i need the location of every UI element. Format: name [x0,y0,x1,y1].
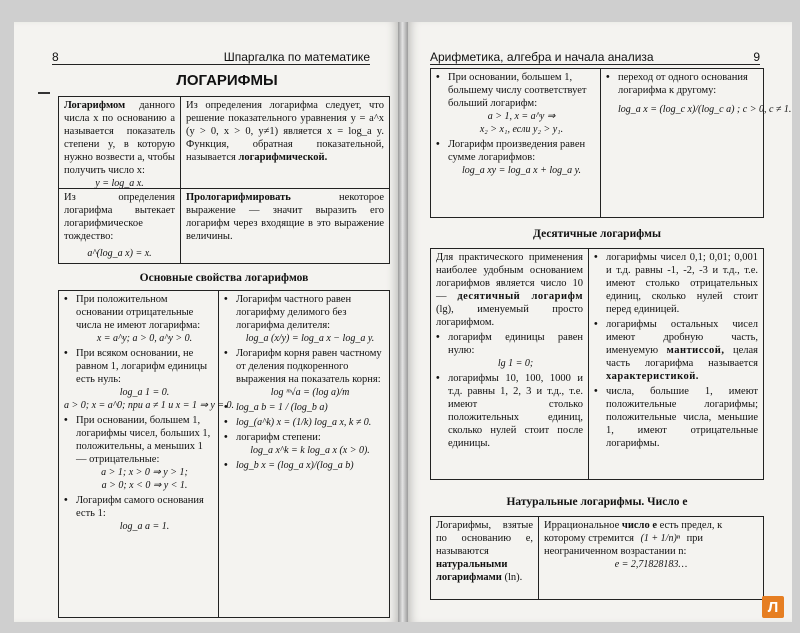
formula: log_a a = 1. [119,521,170,532]
natural-heading: Натуральные логарифмы. Число e [506,496,688,508]
properties-table [58,290,390,618]
definitions-table [58,96,390,264]
natural-text: Иррациональное [544,520,620,531]
property-item [224,459,384,472]
natural-text: (ln). [504,572,523,583]
continued-properties-table [430,68,792,218]
property-item [64,494,213,533]
property-text: переход от одного основания логарифма к другому: [618,72,748,96]
property-item [224,347,384,399]
natural-text: Логарифмы, взятые по основанию e, называются [436,520,533,557]
term-logarithmic: логарифмической. [238,152,328,163]
right-running-header [430,46,760,65]
formula: a^(log_a x) = x. [87,248,152,259]
decimal-text: логарифмы 10, 100, 1000 и т.д. равны 1, 2, 3 и т.д., т.е. имеют столько положительных единиц, сколько нулей стоит после единицы. [448,373,583,449]
formula: a > 0; x < 0 ⇒ y < 1. [101,480,188,491]
decimal-left-column [431,249,589,479]
property-item [606,71,791,116]
left-page [14,22,398,622]
property-item [64,293,213,345]
property-text: Логарифм произведения равен сумме логарифмов: [448,139,586,163]
property-text: При всяком основании, не равном 1, логарифм единицы есть нуль: [76,348,208,385]
property-item [436,138,595,177]
formula: y = log_a x. [95,178,144,189]
property-text: логарифм степени: [236,432,321,443]
section-title: ЛОГАРИФМЫ [176,72,278,89]
decimal-intro: Для практического применения наиболее удобным основанием логарифмов является число 10 — [436,252,583,302]
formula: a > 1; x > 0 ⇒ y > 1; [101,467,188,478]
term-mantissa: мантиссой, [666,345,725,356]
formula: log_a xy = log_a x + log_a y. [461,165,582,176]
right-page-number: 9 [753,50,760,64]
publisher-logo: Л [762,596,784,618]
decimal-text: логарифм единицы равен нулю: [448,332,583,356]
property-text: При основании, большем 1, логарифмы чисел, больших 1, положительны, а меньших 1 — отрицательные: [76,415,211,465]
formula: log ᵐ√a = (log a)/m [270,387,350,398]
property-item [224,293,384,345]
properties-left-column [59,291,235,617]
property-text: Логарифм самого основания есть 1: [76,495,204,519]
properties-heading: Основные свойства логарифмов [139,272,309,284]
definition-cell [59,97,181,189]
decimal-text: логарифмы остальных чисел имеют дробную часть, именуемую [606,319,758,356]
formula: log_a (x/y) = log_a x − log_a y. [245,333,375,344]
property-item [436,71,595,136]
formula: log_a x^k = k log_a x (x > 0). [250,445,370,456]
property-item [224,431,384,457]
property-item [64,414,213,492]
formula: x = a^y; a > 0, a^y > 0. [96,333,193,344]
property-item [224,401,384,414]
right-page [408,22,792,622]
formula: (1 + 1/n)ⁿ [640,533,680,544]
properties-right-column [219,291,389,617]
natural-left-cell [431,517,539,599]
formula: log_a 1 = 0. [119,387,170,398]
continued-right-column [601,69,796,217]
book-gutter [398,22,408,622]
property-item [64,347,213,399]
decimal-item [436,372,583,450]
definition-text: Из определения логарифма следует, что решение показательного уравнения y = a^x (y > 0, x > 0, y≠1) является x = log_a y. [186,100,384,137]
formula: a > 1, x = a^y ⇒ [487,111,556,122]
decimal-intro: (lg), именуемый просто логарифмом. [436,304,583,328]
formula: x₂ > x₁, если y₂ > y₁. [479,124,564,135]
formula: • log_(a^k) x = (1/k) log_a x, k ≠ 0. [236,417,372,428]
decimal-item [594,251,758,316]
natural-right-cell [539,517,763,599]
formula: • log_b x = (log_a x)/(log_a b) [236,460,354,471]
formula: lg 1 = 0; [497,358,534,369]
term-natural-log: натуральными логарифмами [436,559,508,583]
property-item [224,416,384,429]
natural-table [430,516,764,600]
decimal-text: числа, большие 1, имеют положительные логарифмы; положительные числа, меньшие 1, имеют отрицательные логарифмы. [606,386,758,449]
left-running-title: Шпаргалка по математике [223,50,370,64]
definition-text: Из определения логарифма вытекает логарифмическое тождество: [64,192,175,242]
definition-text: данного числа x по основанию a называется показатель степени y, в которую нужно возвести a, чтобы получить число x: [64,100,175,176]
decimal-table [430,248,764,480]
definition-text: некоторое выражение — значит выразить его логарифм через входящие в это выражение величины. [186,192,384,242]
term-logarithm: Логарифмом [64,100,126,111]
decimal-item [436,331,583,370]
decimal-right-column [589,249,763,479]
property-text: При основании, большем 1, большему числу соответствует больший логарифм: [448,72,587,109]
formula: a > 0; x = a^0; при a ≠ 1 и x = 1 ⇒ y = 0. [64,400,235,411]
decimal-item [594,385,758,450]
formula: • log_a b = 1 / (log_b a) [236,402,328,413]
formula: log_a x = (log_c x)/(log_c a) ; c > 0, c ≠ 1. [618,104,792,115]
formula: e = 2,71828183… [614,559,688,570]
logarithmize-cell [181,189,389,263]
term-characteristic: характеристикой. [606,371,699,382]
term-decimal-log: десятичный логарифм [457,291,583,302]
left-running-header [52,46,370,65]
left-page-number: 8 [52,50,59,64]
term-number-e: число e [621,520,657,531]
property-text: При положительном основании отрицательные числа не имеют логарифма: [76,294,201,331]
decimal-item [594,318,758,383]
identity-cell [59,189,181,263]
decimal-text: логарифмы чисел 0,1; 0,01; 0,001 и т.д. равны -1, -2, -3 и т.д., т.е. имеют столько отрицательных единиц, сколько нулей стоит перед единицей. [606,252,758,315]
term-logarithmize: Прологарифмировать [186,192,291,203]
property-text: Логарифм корня равен частному от деления подкоренного выражения на показатель корня: [236,348,382,385]
continued-left-column [431,69,601,217]
inverse-function-cell [181,97,389,189]
decimal-text: целая часть логарифма называется [606,345,759,369]
property-text: Логарифм частного равен логарифму делимого без логарифма делителя: [236,294,352,331]
right-running-title: Арифметика, алгебра и начала анализа [430,50,654,64]
natural-text: при неограниченном возрастании n: [544,533,704,557]
decimal-heading: Десятичные логарифмы [533,228,661,240]
margin-mark [38,92,50,94]
natural-text: есть предел, к которому стремится [544,520,723,544]
definition-text: Функция, обратная показательной, называется [186,139,384,163]
